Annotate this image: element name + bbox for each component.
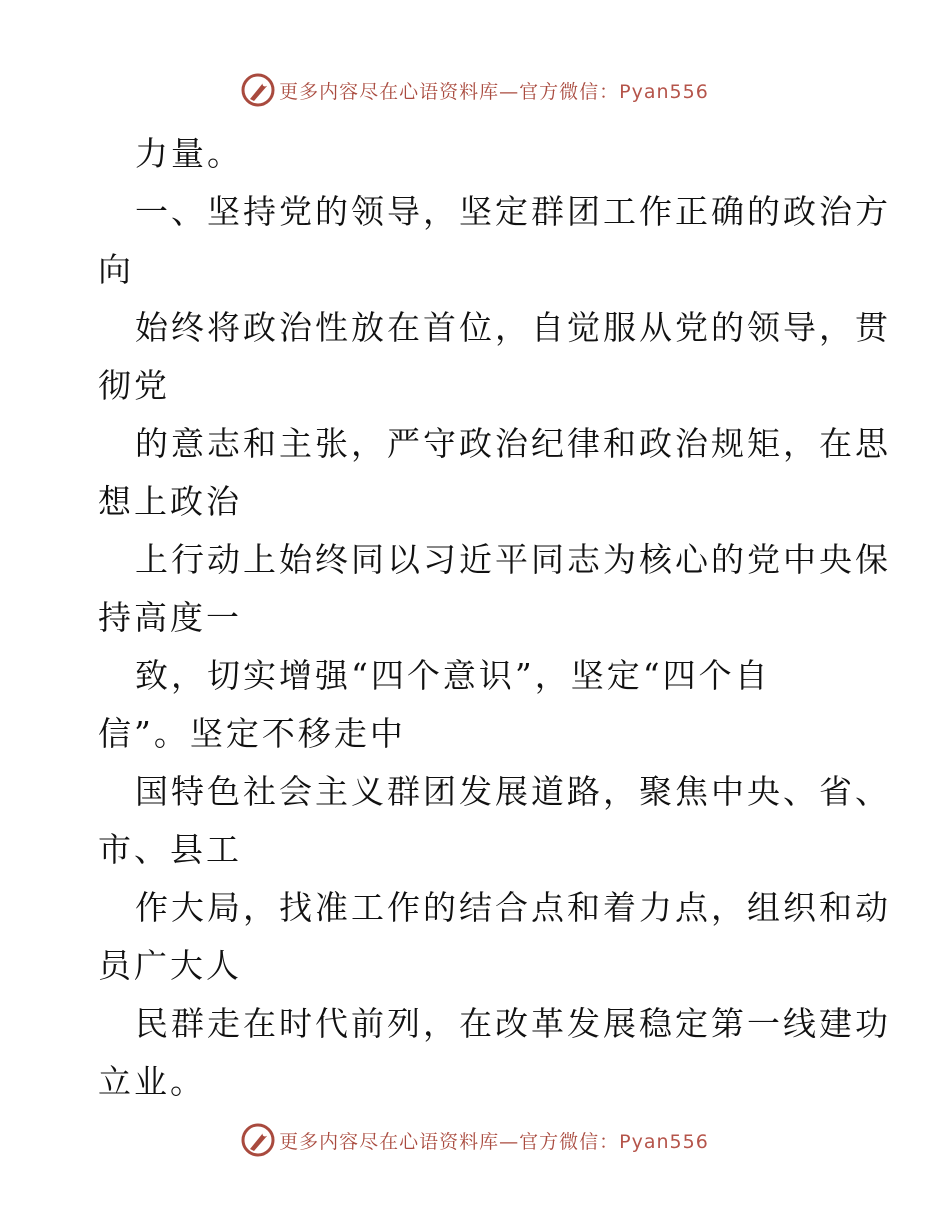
text-line: 信”。坚定不移走中	[98, 714, 406, 753]
text-line: 向	[98, 250, 134, 289]
text-line: 的意志和主张，严守政治纪律和政治规矩，在思	[135, 424, 891, 463]
banner-text: 更多内容尽在心语资料库—官方微信：Pyan556	[279, 1130, 709, 1153]
text-line: 国特色社会主义群团发展道路，聚焦中央、省、	[135, 772, 891, 811]
footer-banner	[0, 1120, 950, 1160]
document-body	[98, 125, 891, 1111]
text-line: 民群走在时代前列，在改革发展稳定第一线建功	[135, 1004, 891, 1043]
pen-logo-icon	[241, 73, 275, 107]
text-line: 作大局，找准工作的结合点和着力点，组织和动	[135, 888, 891, 927]
text-line: 市、县工	[98, 830, 242, 869]
text-line: 始终将政治性放在首位，自觉服从党的领导，贯	[135, 308, 891, 347]
text-line: 致，切实增强“四个意识”，坚定“四个自	[135, 656, 771, 695]
header-banner	[0, 70, 950, 110]
text-line: 彻党	[98, 366, 170, 405]
banner-text: 更多内容尽在心语资料库—官方微信：Pyan556	[279, 80, 709, 103]
text-line: 持高度一	[98, 598, 242, 637]
text-line: 想上政治	[98, 482, 242, 521]
text-line: 立业。	[98, 1062, 206, 1101]
pen-logo-icon	[241, 1123, 275, 1157]
text-line: 员广大人	[98, 946, 242, 985]
text-line: 上行动上始终同以习近平同志为核心的党中央保	[135, 540, 891, 579]
text-line: 力量。	[135, 134, 243, 173]
section-heading: 一、坚持党的领导，坚定群团工作正确的政治方	[135, 192, 891, 231]
